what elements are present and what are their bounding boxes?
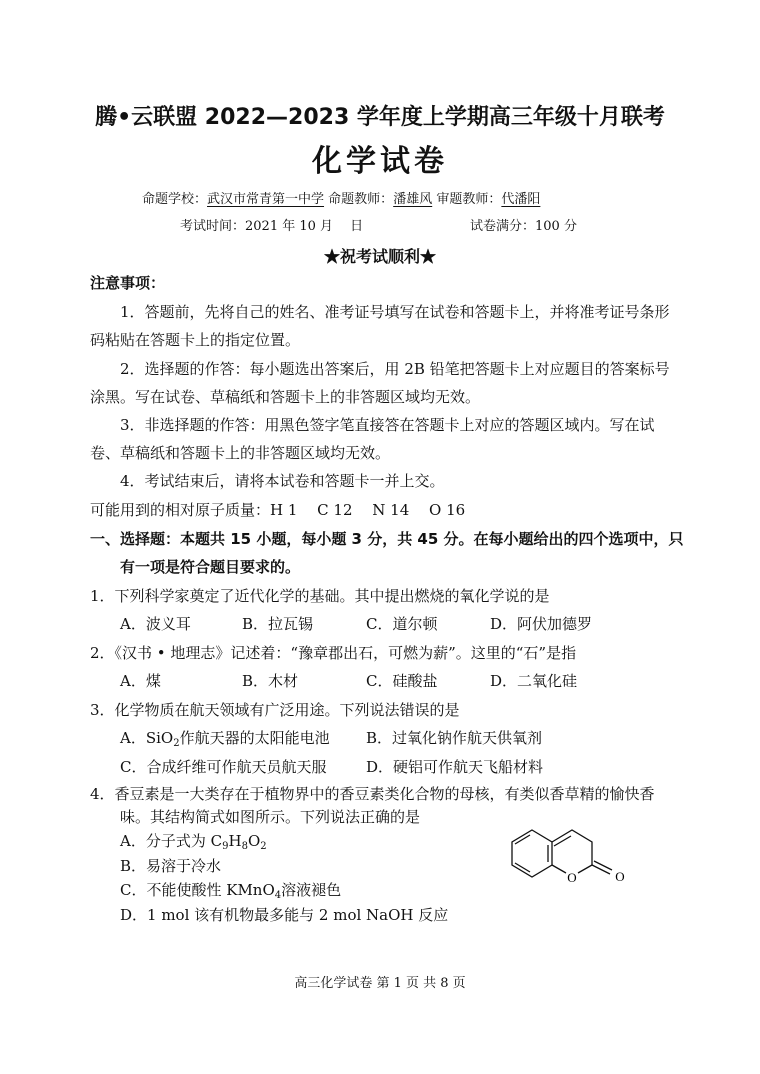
atomic-mass-line: 可能用到的相对原子质量：H 1 C 12 N 14 O 16: [90, 501, 466, 519]
author-label: 命题教师：: [328, 192, 394, 207]
q2-option-c: C．硅酸盐: [366, 672, 438, 690]
q4-a-h: H: [228, 832, 242, 850]
q3-option-b: B．过氧化钠作航天供氧剂: [366, 729, 543, 747]
q4-option-a: [120, 830, 267, 851]
q4-a-prefix: A．分子式为 C: [120, 832, 223, 850]
section-1-heading-cont: 有一项是符合题目要求的。: [120, 558, 301, 576]
q4-c-suffix: 溶液褪色: [281, 881, 342, 899]
author-name: 潘雄风: [393, 192, 433, 207]
page-footer: 高三化学试卷 第 1 页 共 8 页: [294, 976, 466, 991]
q2-option-b: B．木材: [242, 672, 299, 690]
q4-option-c: [120, 879, 341, 900]
q1-option-c: C．道尔顿: [366, 615, 438, 633]
q1-option-a: A．波义耳: [120, 615, 191, 633]
q4-stem: 4．香豆素是一大类存在于植物界中的香豆素类化合物的母核，有类似香草精的愉快香: [90, 785, 655, 803]
q4-a-sub-o: 2: [260, 841, 267, 852]
reviewer-name: 代潘阳: [501, 192, 541, 207]
pyrone-ring-top: [552, 830, 592, 865]
q2-option-d: D．二氧化硅: [490, 672, 578, 690]
q1-stem: 1．下列科学家奠定了近代化学的基础。其中提出燃烧的氧化学说的是: [90, 587, 550, 605]
school-label: 命题学校：: [142, 192, 208, 207]
section-1-heading: 一、选择题：本题共 15 小题，每小题 3 分，共 45 分。在每小题给出的四个选项中，只: [90, 530, 684, 548]
ring-oxygen-label: O: [567, 870, 577, 885]
ring-o-bond-right: [578, 865, 592, 873]
q2-stem: 2．《汉书 • 地理志》记述着：“豫章郡出石，可燃为薪”。这里的“石”是指: [90, 644, 577, 662]
q4-a-o: O: [247, 832, 261, 850]
q3-option-a: [120, 727, 330, 748]
q2-option-a: A．煤: [120, 672, 161, 690]
q1-option-d: D．阿伏加德罗: [490, 615, 593, 633]
coumarin-structure: [500, 815, 640, 895]
exam-wish: ★祝考试顺利★: [323, 247, 436, 266]
exam-time: 考试时间：2021 年 10 月 日: [180, 219, 364, 234]
ring-o-bond-left: [552, 865, 566, 873]
exam-score: 试卷满分：100 分: [470, 219, 577, 234]
q3-option-d: D．硬铝可作航天飞船材料: [366, 758, 544, 776]
school-name: 武汉市常青第一中学: [207, 192, 325, 207]
q3-stem: 3．化学物质在航天领域有广泛用途。下列说法错误的是: [90, 701, 460, 719]
carbonyl-oxygen-label: O: [615, 869, 625, 884]
q4-c-prefix: C．不能使酸性 KMnO: [120, 881, 275, 899]
pyrone-double-bond: [554, 836, 571, 846]
q1-option-b: B．拉瓦锡: [242, 615, 314, 633]
q4-c-sub: 4: [274, 890, 282, 901]
exam-title: 腾•云联盟 2022—2023 学年度上学期高三年级十月联考: [95, 105, 665, 130]
notice-item-2: 2．选择题的作答：每小题选出答案后，用 2B 铅笔把答题卡上对应题目的答案标号: [120, 360, 670, 378]
notice-item-1-cont: 码粘贴在答题卡上的指定位置。: [90, 331, 301, 349]
exam-meta-line: [142, 188, 540, 207]
notice-title: 注意事项：: [90, 274, 166, 292]
carbonyl-bond: [592, 865, 610, 874]
q3-a-sub: 2: [173, 738, 180, 749]
q4-stem-cont: 味。其结构简式如图所示。下列说法正确的是: [120, 808, 421, 826]
subject-title: 化学试卷: [312, 144, 448, 179]
notice-item-3-cont: 卷、草稿纸和答题卡上的非答题区域均无效。: [90, 444, 391, 462]
q4-option-d: D．1 mol 该有机物最多能与 2 mol NaOH 反应: [120, 906, 449, 924]
q4-option-b: B．易溶于冷水: [120, 857, 222, 875]
notice-item-1: 1．答题前，先将自己的姓名、准考证号填写在试卷和答题卡上，并将准考证号条形: [120, 303, 670, 321]
notice-item-4: 4．考试结束后，请将本试卷和答题卡一并上交。: [120, 472, 445, 490]
q3-a-prefix: A．SiO: [120, 729, 174, 747]
q3-a-suffix: 作航天器的太阳能电池: [179, 729, 330, 747]
benzene-ring: [512, 830, 552, 877]
q3-option-c: C．合成纤维可作航天员航天服: [120, 758, 327, 776]
q4-a-sub-c: 9: [222, 841, 229, 852]
notice-item-2-cont: 涂黑。写在试卷、草稿纸和答题卡上的非答题区域均无效。: [90, 388, 481, 406]
reviewer-label: 审题教师：: [436, 192, 502, 207]
notice-item-3: 3．非选择题的作答：用黑色签字笔直接答在答题卡上对应的答题区域内。写在试: [120, 416, 655, 434]
q4-a-sub-h: 8: [241, 841, 248, 852]
carbonyl-double: [594, 861, 612, 870]
